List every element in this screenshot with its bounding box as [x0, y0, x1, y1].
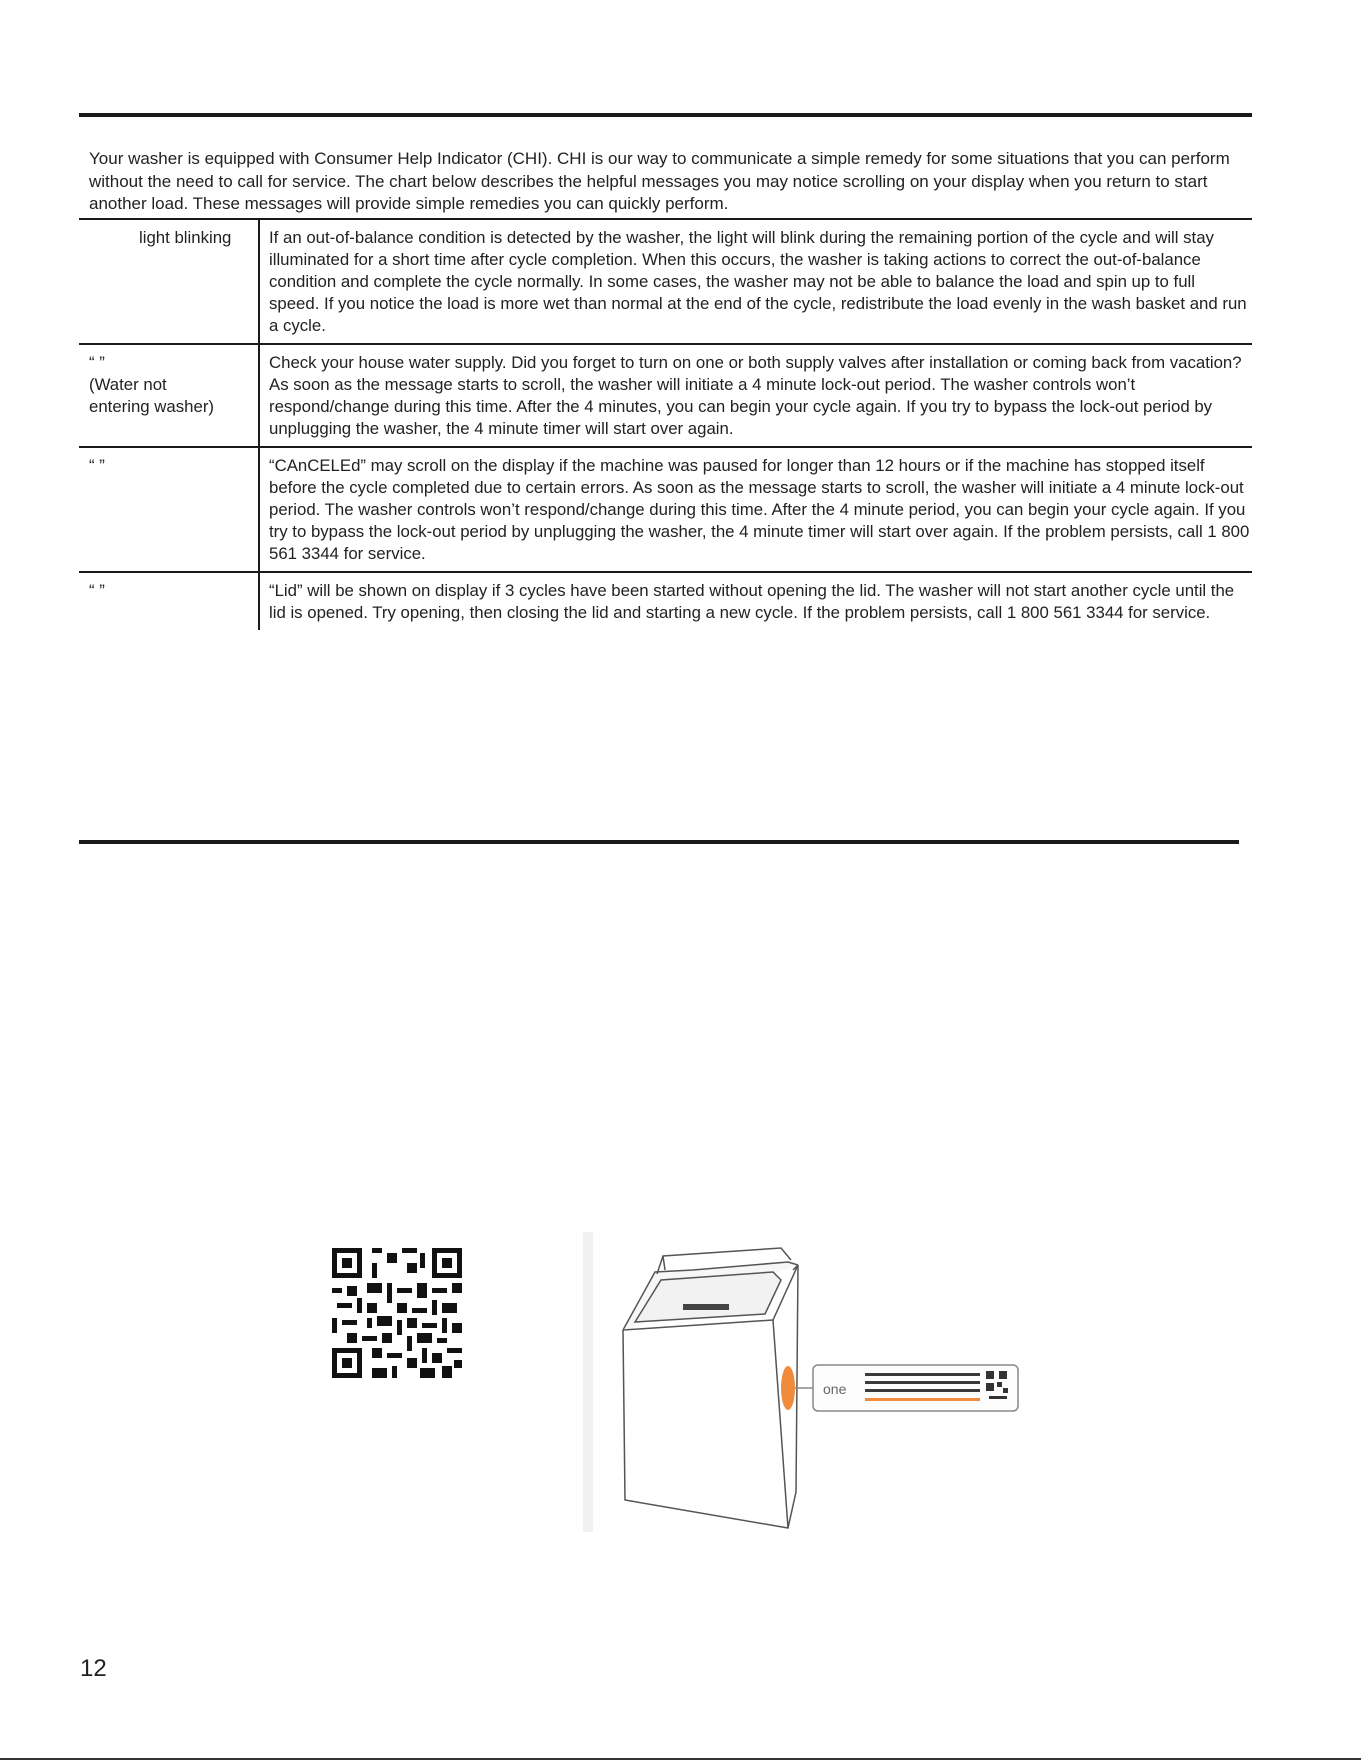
- table-row: [79, 572, 1252, 630]
- qr-code-icon: [332, 1248, 462, 1378]
- chi-message-table: [79, 218, 1252, 630]
- message-label: light blinking: [79, 219, 259, 344]
- message-label: “ ”: [79, 447, 259, 572]
- table-row: [79, 447, 1252, 572]
- table-row: [79, 344, 1252, 447]
- message-label: “ ”: [79, 572, 259, 630]
- message-remedy: “Lid” will be shown on display if 3 cycles have been started without opening the lid. The washer will not start another cycle until the lid is opened. Try opening, then closing the lid and starting a new cycle. If the problem persists, call 1 800 561 3344 for service.: [269, 581, 1235, 622]
- page-bottom-edge: [0, 1758, 1361, 1760]
- section-divider-top: [79, 113, 1252, 117]
- message-remedy: “CAnCELEd” may scroll on the display if the machine was paused for longer than 12 hours or if the machine has stopped itself before the cycle completed due to certain errors. As soon as the message starts to scroll, the washer will initiate a 4 minute lock-out period. The washer controls won’t respond/change during this time. After the 4 minute period, you can begin your cycle again. If you try to bypass the lock-out period by unplugging the washer, the 4 minute timer will start over again. If the problem persists, call 1 800 561 3344 for service.: [269, 456, 1250, 563]
- intro-paragraph: Your washer is equipped with Consumer Help Indicator (CHI). CHI is our way to communicate a simple remedy for some situations that you can perform without the need to call for service. The chart below describes the helpful messages you may notice scrolling on your display when you return to start another load. These messages will provide simple remedies you can quickly perform.: [89, 149, 1230, 213]
- message-remedy: Check your house water supply. Did you forget to turn on one or both supply valves after installation or coming back from vacation? As soon as the message starts to scroll, the washer will initiate a 4 minute lock-out period. The washer controls won’t respond/change during this time. After the 4 minutes, you can begin your cycle again. If you try to bypass the lock-out period by unplugging the washer, the 4 minute timer will start over again.: [269, 353, 1242, 438]
- message-label: “ ” (Water not entering washer): [79, 344, 259, 447]
- label-logo: one: [823, 1381, 847, 1397]
- panel-edge: [583, 1232, 593, 1532]
- label-location-marker: [781, 1366, 795, 1410]
- washer-illustration: [583, 1230, 1023, 1535]
- page-number: 12: [80, 1655, 107, 1682]
- lid-handle: [683, 1304, 729, 1310]
- model-serial-label: [813, 1365, 1018, 1411]
- message-remedy: If an out-of-balance condition is detected by the washer, the light will blink during the remaining portion of the cycle and will stay illuminated for a short time after cycle completion. When this occurs, the washer is taking actions to correct the out-of-balance condition and complete the cycle normally. In some cases, the washer may not be able to balance the load and spin up to full speed. If you notice the load is more wet than normal at the end of the cycle, redistribute the load evenly in the wash basket and run a cycle.: [269, 228, 1247, 335]
- washer-body: [623, 1248, 798, 1528]
- section-divider-middle: [79, 840, 1239, 844]
- table-row: [79, 219, 1252, 344]
